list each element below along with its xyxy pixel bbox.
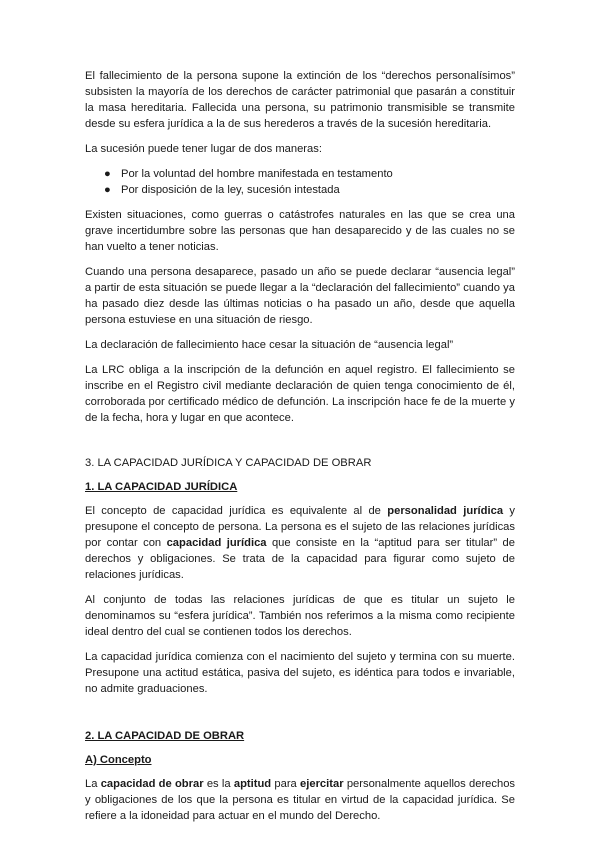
subsection-capacidad-obrar-title: 2. LA CAPACIDAD DE OBRAR: [85, 730, 245, 742]
list-item: [104, 166, 515, 182]
list-item-text: Por la voluntad del hombre manifestada en testamento: [121, 168, 393, 180]
paragraph-esfera-juridica: Al conjunto de todas las relaciones jurídicas de que es titular un sujeto le denominamos su “esfera jurídica”. También nos referimos a la misma como recipiente ideal dentro del cual se contienen todos los derechos.: [85, 594, 515, 638]
subsection-concepto-title: A) Concepto: [85, 754, 152, 766]
sucesion-bullet-list: [85, 166, 515, 198]
subsection-capacidad-juridica-title: 1. LA CAPACIDAD JURÍDICA: [85, 481, 238, 493]
paragraph-sucesion-intro: La sucesión puede tener lugar de dos maneras:: [85, 143, 322, 155]
paragraph-lrc: La LRC obliga a la inscripción de la defunción en aquel registro. El fallecimiento se inscribe en el Registro civil mediante declaración de quien tenga conocimiento de él, corroborada por certificado médico de defunción. La inscripción hace fe de la muerte y de la fecha, hora y lugar en que acontece.: [85, 364, 515, 424]
bold-term: personalidad jurídica: [387, 505, 504, 517]
bold-term: capacidad de obrar: [100, 778, 204, 790]
paragraph-capacidad-obrar: [85, 776, 515, 824]
text-run: es la: [203, 778, 234, 790]
list-item: [104, 182, 515, 198]
bold-term: aptitud: [233, 778, 272, 790]
paragraph-situaciones: Existen situaciones, como guerras o catástrofes naturales en las que se crea una grave incertidumbre sobre las personas que han desaparecido y de las cuales no se han vuelto a tener noticias.: [85, 209, 515, 253]
text-run: para: [271, 778, 301, 790]
bullet-icon: ●: [104, 184, 111, 196]
paragraph-fallecimiento: El fallecimiento de la persona supone la extinción de los “derechos personalísimos” subsisten la mayoría de los derechos de carácter patrimonial que pasarán a constituir la masa hereditaria. Fallecida una persona, su patrimonio transmisible se transmite desde su esfera jurídica a la de sus herederos a través de la sucesión hereditaria.: [85, 70, 515, 130]
bold-term: ejercitar: [300, 778, 344, 790]
text-run: personalmente aquellos derechos y obligaciones de los que la persona es titular en virtud de la capacidad jurídica. Se refiere a la idoneidad para actuar en el mundo del Derecho.: [85, 778, 516, 822]
paragraph-concepto-capacidad-juridica: [85, 503, 515, 583]
bullet-icon: ●: [104, 168, 111, 180]
bold-term: capacidad jurídica: [166, 537, 267, 549]
text-run: que consiste en la “aptitud para ser titular” de derechos y obligaciones. Se trata de la capacidad para figurar como sujeto de relaciones jurídicas.: [85, 537, 515, 581]
paragraph-declaracion: La declaración de fallecimiento hace cesar la situación de “ausencia legal”: [85, 339, 454, 351]
list-item-text: Por disposición de la ley, sucesión intestada: [121, 184, 340, 196]
text-run: y presupone el concepto de persona. La persona es el sujeto de las relaciones jurídicas por contar con: [85, 505, 515, 549]
paragraph-ausencia-legal: Cuando una persona desaparece, pasado un año se puede declarar “ausencia legal” a partir de esta situación se puede llegar a la “declaración del fallecimiento” cuando ya ha pasado diez desde las últimas noticias o ha pasado un año, desde que aquella persona estuviese en una situación de riesgo.: [85, 266, 515, 326]
spacer: [85, 706, 515, 728]
text-run: El concepto de capacidad jurídica es equivalente al de: [85, 505, 388, 517]
paragraph-comienzo-capacidad: La capacidad jurídica comienza con el nacimiento del sujeto y termina con su muerte. Presupone una actitud estática, pasiva del sujeto, es idéntica para todos e invariable, no admite graduaciones.: [85, 651, 515, 695]
spacer: [85, 435, 515, 455]
text-run: La: [85, 778, 101, 790]
section-3-title: 3. LA CAPACIDAD JURÍDICA Y CAPACIDAD DE OBRAR: [85, 457, 372, 469]
